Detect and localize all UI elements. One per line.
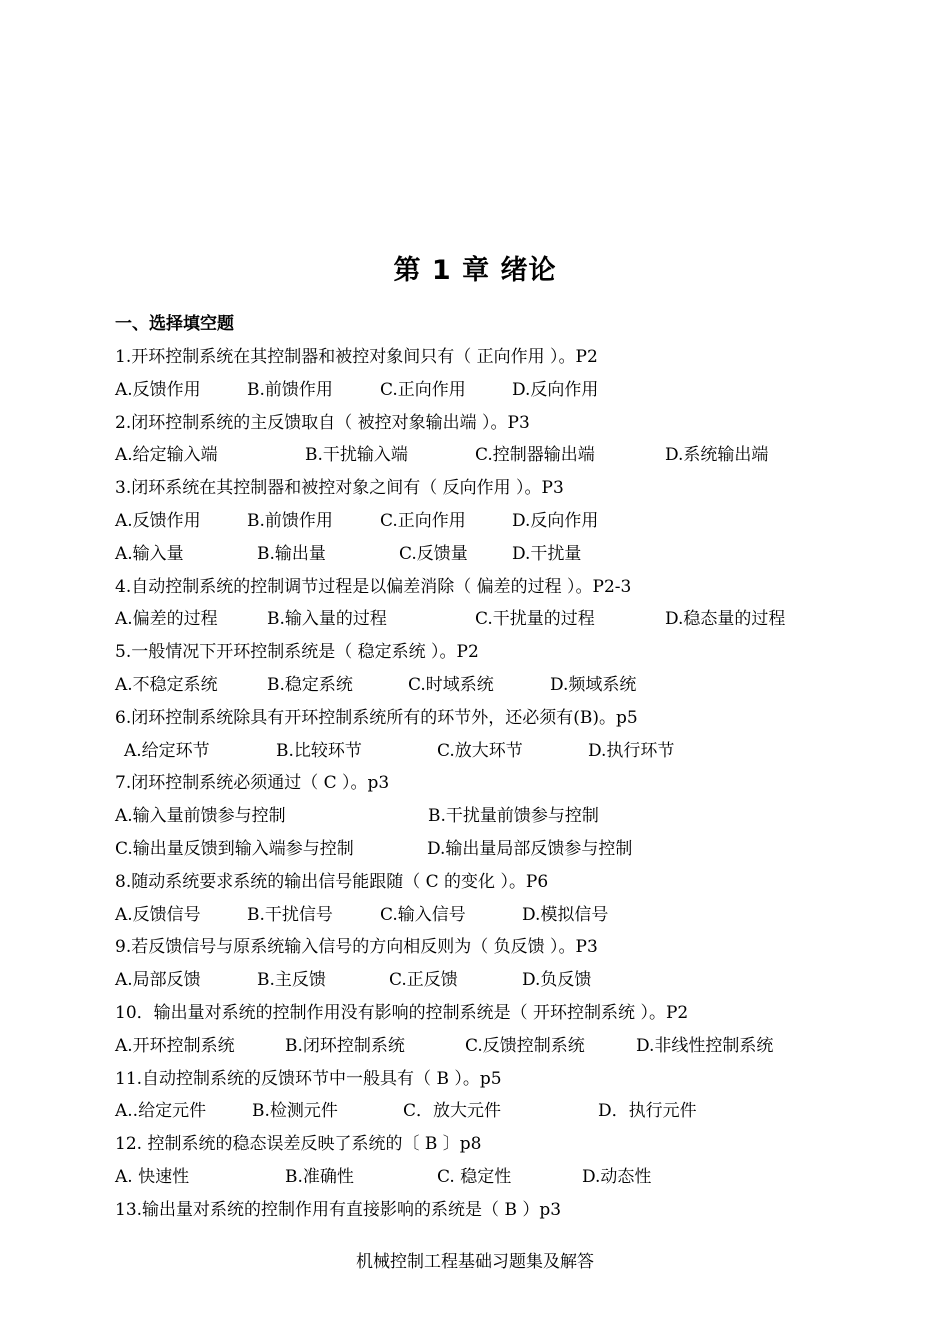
options-line xyxy=(115,1161,915,1194)
option-d: D.负反馈 xyxy=(522,970,592,991)
question-line xyxy=(115,341,915,374)
option-a: A.反馈信号 xyxy=(115,904,201,925)
question-list xyxy=(115,341,915,1227)
options-line xyxy=(115,1095,915,1128)
option-d: D.输出量局部反馈参与控制 xyxy=(427,838,633,859)
option-b: B.主反馈 xyxy=(257,970,326,991)
option-c: C.输入信号 xyxy=(380,904,466,925)
chapter-title: 第 1 章 绪论 xyxy=(393,255,557,286)
option-d: D.系统输出端 xyxy=(665,445,769,466)
question-line xyxy=(115,1128,915,1161)
option-c: C.反馈控制系统 xyxy=(465,1035,585,1056)
question-text: 5.一般情况下开环控制系统是（ 稳定系统 ）。P2 xyxy=(115,642,479,663)
option-a: A..给定元件 xyxy=(115,1101,207,1122)
question-text: 1.开环控制系统在其控制器和被控对象间只有（ 正向作用 ）。P2 xyxy=(115,347,598,367)
section-heading: 一、选择填空题 xyxy=(115,314,234,334)
option-d: D.反向作用 xyxy=(512,510,599,531)
option-b: B.闭环控制系统 xyxy=(285,1035,405,1056)
question-line xyxy=(115,767,915,800)
option-c: C.控制器输出端 xyxy=(475,445,595,466)
option-a: A. 快速性 xyxy=(115,1166,190,1187)
options-line xyxy=(115,439,915,472)
question-text: 11.自动控制系统的反馈环节中一般具有（ B ）。p5 xyxy=(115,1068,502,1089)
question-text: 7.闭环控制系统必须通过（ C ）。p3 xyxy=(115,773,390,794)
option-c: C.正向作用 xyxy=(380,510,466,531)
option-b: B.检测元件 xyxy=(252,1101,338,1122)
option-b: B.前馈作用 xyxy=(247,379,333,400)
question-text: 6.闭环控制系统除具有开环控制系统所有的环节外，还必须有(B)。p5 xyxy=(115,707,638,728)
question-text: 12. 控制系统的稳态误差反映了系统的〔 B 〕p8 xyxy=(115,1134,482,1155)
options-line xyxy=(115,964,915,997)
option-c: C.正向作用 xyxy=(380,379,466,400)
option-d: D.稳态量的过程 xyxy=(665,609,786,630)
option-c: C.放大环节 xyxy=(437,740,523,761)
question-line xyxy=(115,472,915,505)
option-a: A.反馈作用 xyxy=(115,510,201,531)
question-line xyxy=(115,636,915,669)
option-b: B.输入量的过程 xyxy=(267,609,387,630)
option-c: C. 稳定性 xyxy=(437,1166,512,1187)
option-c: C.时域系统 xyxy=(408,674,494,695)
option-d: D.动态性 xyxy=(582,1166,652,1187)
option-b: B.输出量 xyxy=(257,543,326,564)
options-line xyxy=(115,538,915,571)
option-c: C.干扰量的过程 xyxy=(475,609,595,630)
option-a: A.偏差的过程 xyxy=(115,609,218,630)
options-line xyxy=(115,735,915,768)
options-line xyxy=(115,505,915,538)
question-text: 4.自动控制系统的控制调节过程是以偏差消除（ 偏差的过程 ）。P2-3 xyxy=(115,576,632,597)
question-line xyxy=(115,571,915,604)
option-d: D．执行元件 xyxy=(598,1101,697,1122)
option-b: B.干扰量前馈参与控制 xyxy=(428,806,599,827)
options-line xyxy=(115,899,915,932)
option-c: C.输出量反馈到输入端参与控制 xyxy=(115,838,354,859)
option-a: A.输入量前馈参与控制 xyxy=(115,806,286,827)
question-line xyxy=(115,997,915,1030)
option-c: C.正反馈 xyxy=(389,970,458,991)
option-a: A.给定输入端 xyxy=(115,445,218,466)
option-d: D.模拟信号 xyxy=(522,904,609,925)
option-d: D.频域系统 xyxy=(550,674,637,695)
option-a: A.不稳定系统 xyxy=(115,674,218,695)
question-text: 13.输出量对系统的控制作用有直接影响的系统是（ B ）p3 xyxy=(115,1199,562,1220)
options-line xyxy=(115,800,915,833)
question-line xyxy=(115,866,915,899)
question-text: 8.随动系统要求系统的输出信号能跟随（ C 的变化 ）。P6 xyxy=(115,871,549,892)
option-d: D.非线性控制系统 xyxy=(636,1035,774,1056)
question-text: 9.若反馈信号与原系统输入信号的方向相反则为（ 负反馈 ）。P3 xyxy=(115,937,598,958)
option-c: C．放大元件 xyxy=(403,1101,502,1122)
options-line xyxy=(115,603,915,636)
option-a: A.输入量 xyxy=(115,543,184,564)
options-line xyxy=(115,1030,915,1063)
question-line xyxy=(115,407,915,440)
option-d: D.执行环节 xyxy=(588,740,675,761)
question-line xyxy=(115,1194,915,1227)
option-b: B.稳定系统 xyxy=(267,674,353,695)
question-text: 3.闭环系统在其控制器和被控对象之间有（ 反向作用 ）。P3 xyxy=(115,478,564,499)
option-a: A.反馈作用 xyxy=(115,379,201,400)
options-line xyxy=(115,374,915,407)
option-c: C.反馈量 xyxy=(399,543,468,564)
question-line xyxy=(115,931,915,964)
option-a: A.局部反馈 xyxy=(115,970,201,991)
option-a: A.开环控制系统 xyxy=(115,1035,235,1056)
question-text: 2.闭环控制系统的主反馈取自（ 被控对象输出端 ）。P3 xyxy=(115,412,530,433)
options-line xyxy=(115,669,915,702)
option-b: B.干扰信号 xyxy=(247,904,333,925)
page-footer: 机械控制工程基础习题集及解答 xyxy=(356,1252,594,1272)
question-text: 10．输出量对系统的控制作用没有影响的控制系统是（ 开环控制系统 ）。P2 xyxy=(115,1002,689,1023)
question-line xyxy=(115,702,915,735)
option-b: B.前馈作用 xyxy=(247,510,333,531)
option-d: D.反向作用 xyxy=(512,379,599,400)
question-line xyxy=(115,1063,915,1096)
option-d: D.干扰量 xyxy=(512,543,582,564)
option-b: B.比较环节 xyxy=(276,740,362,761)
option-b: B.准确性 xyxy=(285,1166,354,1187)
options-line xyxy=(115,833,915,866)
option-a: A.给定环节 xyxy=(124,740,210,761)
option-b: B.干扰输入端 xyxy=(305,445,408,466)
